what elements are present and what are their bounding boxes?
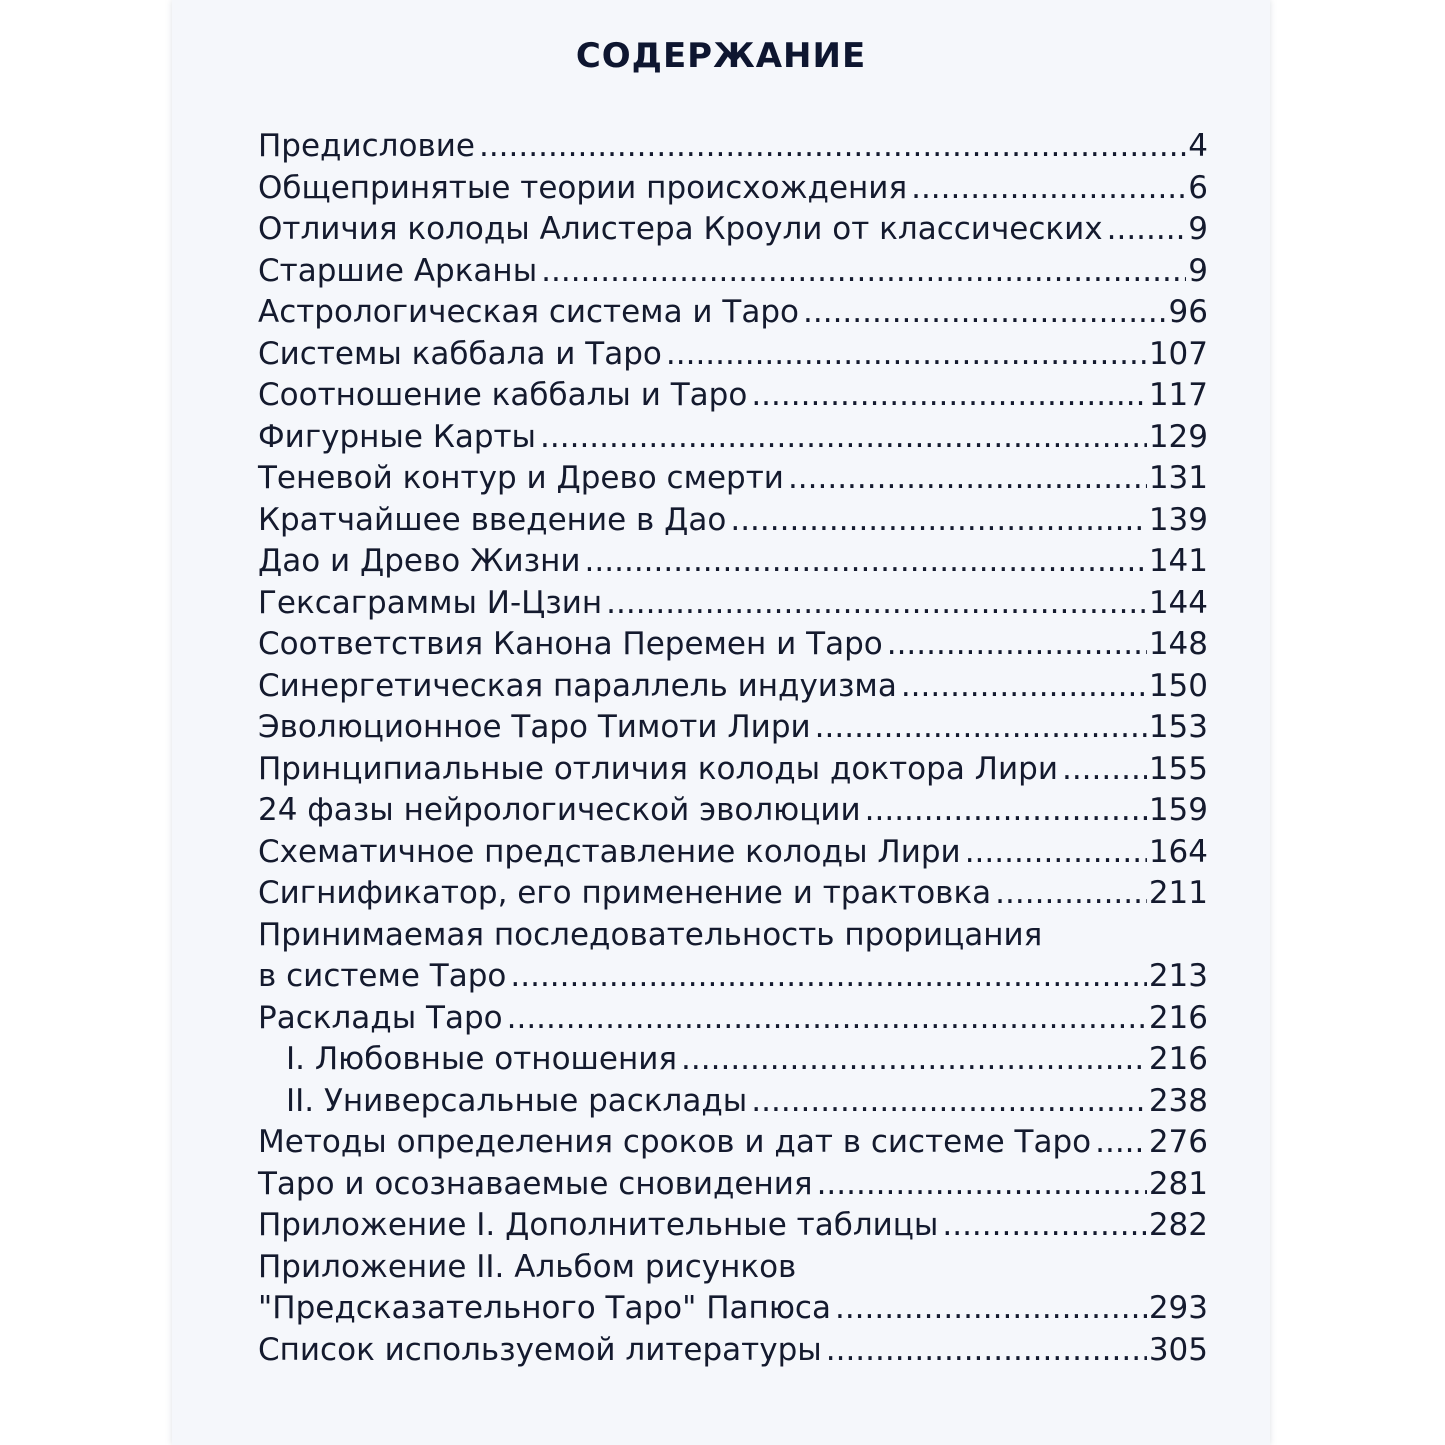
dot-leader <box>1095 1122 1147 1164</box>
toc-page-number: 238 <box>1148 1082 1208 1119</box>
toc-page-number: 139 <box>1148 501 1208 538</box>
toc-entry-title: Приложение II. Альбом рисунков <box>258 1248 797 1285</box>
toc-entry-title: Фигурные Карты <box>258 418 537 455</box>
toc-page-number: 141 <box>1148 543 1208 579</box>
toc-page-number: 159 <box>1148 792 1208 828</box>
dot-leader <box>887 624 1147 666</box>
toc-entry <box>258 583 1208 625</box>
toc-entry-title: I. Любовные отношения <box>286 1041 678 1077</box>
toc-page-number: 216 <box>1148 1041 1208 1077</box>
toc-entry-title: Схематичное представление колоды Лири <box>258 833 961 870</box>
toc-entry <box>258 292 1208 334</box>
dot-leader <box>479 126 1186 168</box>
toc-page-number: 9 <box>1188 252 1208 289</box>
toc-entry-title: Соотношение каббалы и Таро <box>258 377 748 413</box>
toc-page-number: 276 <box>1148 1124 1208 1160</box>
toc-page-number: 107 <box>1148 335 1208 372</box>
toc-page-number: 9 <box>1188 211 1208 247</box>
dot-leader <box>541 251 1186 293</box>
dot-leader <box>788 458 1147 500</box>
toc-entry <box>258 126 1208 168</box>
toc-entry <box>258 458 1208 500</box>
toc-page-number: 282 <box>1148 1207 1208 1243</box>
dot-leader <box>507 998 1147 1040</box>
toc-entry <box>258 624 1208 666</box>
toc-entry-title: Расклады Таро <box>258 999 503 1036</box>
toc-page-number: 153 <box>1148 709 1208 745</box>
dot-leader <box>540 417 1147 459</box>
toc-entry-title: Соответствия Канона Перемен и Таро <box>258 626 883 662</box>
toc-entry <box>258 998 1208 1040</box>
toc-page-number: 293 <box>1148 1290 1208 1326</box>
dot-leader <box>751 1081 1147 1123</box>
toc-page-number: 4 <box>1188 128 1208 164</box>
toc-entry-title: Методы определения сроков и дат в системе Таро <box>258 1124 1092 1160</box>
toc-page-number: 216 <box>1148 999 1208 1036</box>
toc-entry <box>258 251 1208 293</box>
dot-leader <box>815 707 1147 749</box>
toc-entry-title: Приложение I. Дополнительные таблицы <box>258 1207 939 1243</box>
toc-page-number: 96 <box>1168 294 1208 330</box>
toc-entry <box>258 1205 1208 1247</box>
toc-entry-title: Системы каббала и Таро <box>258 335 662 372</box>
toc-page-number: 305 <box>1148 1331 1208 1368</box>
toc-entry-title: в системе Таро <box>258 958 507 994</box>
dot-leader <box>751 375 1147 417</box>
toc-entry <box>258 666 1208 708</box>
toc-entry <box>258 1164 1208 1206</box>
toc-entry-title: Эволюционное Таро Тимоти Лири <box>258 709 811 745</box>
dot-leader <box>1107 209 1187 251</box>
toc-entry-title: Предисловие <box>258 128 475 164</box>
dot-leader <box>681 1039 1147 1081</box>
toc-page-number: 148 <box>1148 626 1208 662</box>
toc-entry <box>258 1122 1208 1164</box>
toc-entry-title: II. Универсальные расклады <box>286 1082 748 1119</box>
dot-leader <box>666 334 1147 376</box>
toc-page-number: 129 <box>1148 418 1208 455</box>
dot-leader <box>995 873 1147 915</box>
toc-page-number: 155 <box>1148 750 1208 787</box>
dot-leader <box>817 1164 1147 1206</box>
toc-entry <box>258 500 1208 542</box>
dot-leader <box>1062 749 1147 791</box>
toc-page-number: 211 <box>1148 875 1208 911</box>
toc-entry-first-line <box>258 915 1208 957</box>
toc-entry <box>258 541 1208 583</box>
dot-leader <box>606 583 1147 625</box>
toc-page-number: 117 <box>1148 377 1208 413</box>
dot-leader <box>865 790 1147 832</box>
toc-entry-title: Принимаемая последовательность прорицания <box>258 916 1043 953</box>
toc-entry-title: Теневой контур и Древо смерти <box>258 460 784 496</box>
toc-entry-title: Дао и Древо Жизни <box>258 543 581 579</box>
dot-leader <box>911 168 1186 210</box>
toc-entry-first-line <box>258 1247 1208 1289</box>
dot-leader <box>803 292 1167 334</box>
toc-subentry <box>258 1081 1208 1123</box>
toc-entry <box>258 417 1208 459</box>
toc-entry-title: Отличия колоды Алистера Кроули от классических <box>258 211 1103 247</box>
toc-entry-title: Гексаграммы И-Цзин <box>258 584 603 621</box>
book-page <box>172 0 1270 1445</box>
dot-leader <box>835 1288 1147 1330</box>
dot-leader <box>826 1330 1147 1372</box>
toc-page-number: 131 <box>1148 460 1208 496</box>
toc-entry <box>258 832 1208 874</box>
dot-leader <box>510 956 1146 998</box>
toc-entry-title: Список используемой литературы <box>258 1331 822 1368</box>
table-of-contents <box>258 126 1208 1371</box>
dot-leader <box>585 541 1147 583</box>
toc-page-number: 6 <box>1188 169 1208 206</box>
toc-page-number: 281 <box>1148 1165 1208 1202</box>
toc-entry <box>258 375 1208 417</box>
toc-entry <box>258 168 1208 210</box>
page-title: СОДЕРЖАНИЕ <box>575 36 867 76</box>
toc-page-number: 150 <box>1148 667 1208 704</box>
toc-entry <box>258 749 1208 791</box>
dot-leader <box>901 666 1147 708</box>
toc-page-number: 164 <box>1148 833 1208 870</box>
toc-entry-title: Таро и осознаваемые сновидения <box>258 1165 813 1202</box>
toc-entry <box>258 1288 1208 1330</box>
toc-entry-title: Кратчайшее введение в Дао <box>258 501 727 538</box>
dot-leader <box>965 832 1147 874</box>
toc-entry <box>258 790 1208 832</box>
dot-leader <box>942 1205 1146 1247</box>
toc-entry-title: Астрологическая система и Таро <box>258 294 800 330</box>
toc-entry-title: Общепринятые теории происхождения <box>258 169 908 206</box>
toc-entry-title: "Предсказательного Таро" Папюса <box>258 1290 831 1326</box>
toc-page-number: 144 <box>1148 584 1208 621</box>
toc-subentry <box>258 1039 1208 1081</box>
toc-entry <box>258 873 1208 915</box>
toc-entry <box>258 334 1208 376</box>
toc-entry <box>258 209 1208 251</box>
toc-entry-title: Старшие Арканы <box>258 252 538 289</box>
toc-entry-title: Сигнификатор, его применение и трактовка <box>258 875 992 911</box>
toc-entry-title: Синергетическая параллель индуизма <box>258 667 897 704</box>
toc-entry <box>258 1330 1208 1372</box>
toc-entry-title: 24 фазы нейрологической эволюции <box>258 792 861 828</box>
toc-entry-title: Принципиальные отличия колоды доктора Лири <box>258 750 1058 787</box>
toc-page-number: 213 <box>1148 958 1208 994</box>
dot-leader <box>730 500 1146 542</box>
toc-entry <box>258 956 1208 998</box>
toc-entry <box>258 707 1208 749</box>
